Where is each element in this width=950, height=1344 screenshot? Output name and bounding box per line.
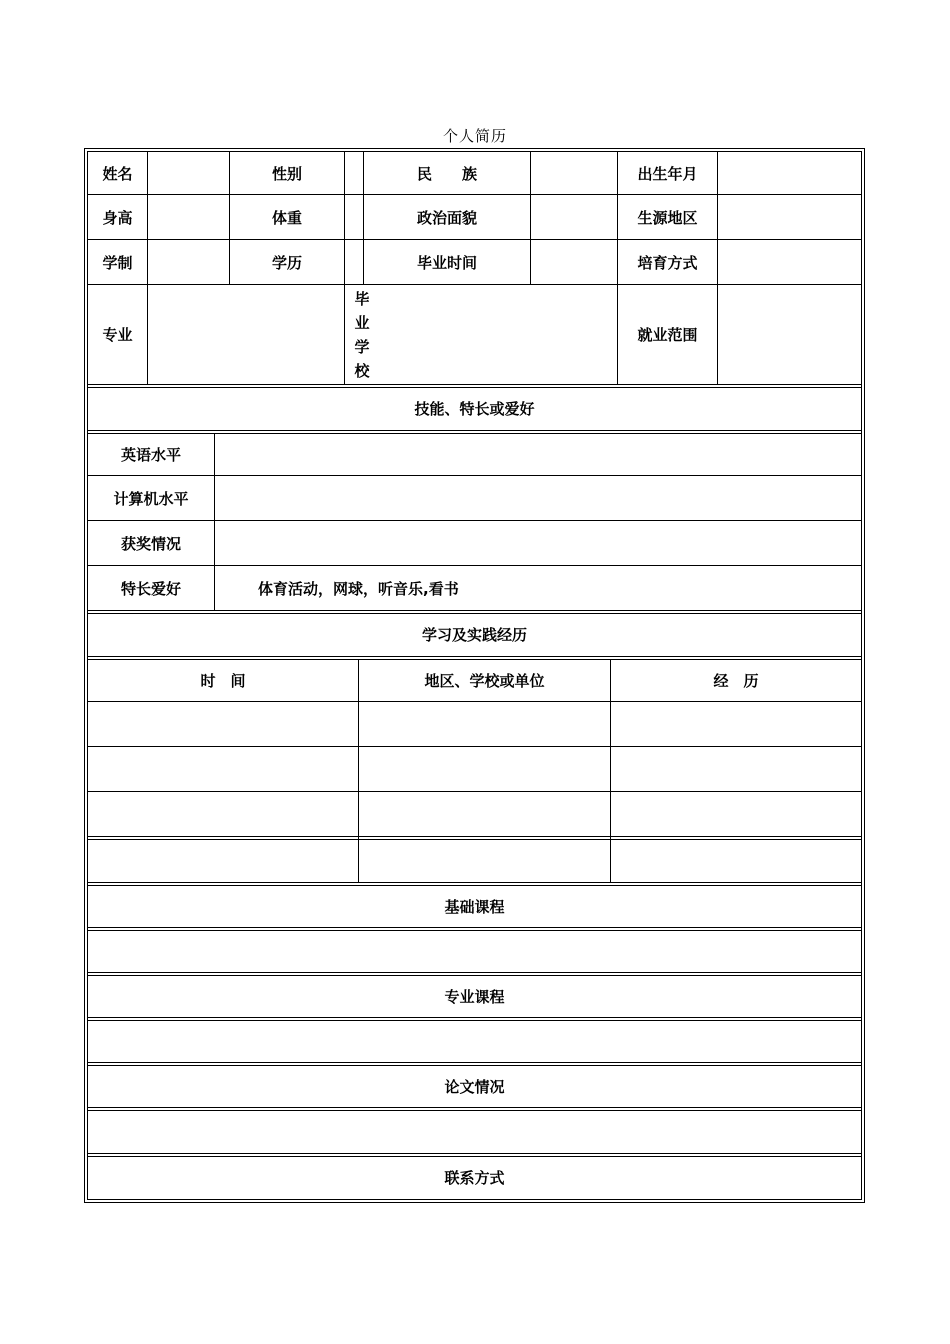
label-awards: 获奖情况: [120, 534, 181, 553]
label-school-char: 学: [354, 338, 370, 356]
label-school-char: 业: [354, 314, 370, 332]
divider: [87, 1107, 862, 1111]
label-weight: 体重: [271, 208, 302, 227]
divider: [530, 151, 531, 285]
label-major: 专业: [102, 326, 133, 344]
section-experience-header: 学习及实践经历: [421, 626, 527, 644]
label-school-char: 毕: [354, 290, 370, 308]
section-major-courses: 专业课程: [444, 987, 505, 1006]
divider: [87, 746, 862, 747]
label-hobbies: 特长爱好: [120, 579, 181, 598]
label-employment: 就业范围: [637, 326, 698, 344]
divider: [344, 151, 345, 385]
label-gender: 性别: [271, 164, 302, 183]
label-training: 培育方式: [637, 253, 698, 272]
divider: [87, 836, 862, 840]
label-english: 英语水平: [120, 445, 181, 464]
label-origin: 生源地区: [637, 208, 698, 227]
label-name: 姓名: [102, 164, 133, 183]
section-skills-header: 技能、特长或爱好: [414, 400, 535, 418]
divider: [214, 433, 215, 611]
label-schooling: 学制: [102, 253, 133, 272]
label-school: [352, 287, 372, 383]
divider: [87, 1017, 862, 1021]
label-degree: 学历: [271, 253, 302, 272]
field-name[interactable]: [148, 152, 229, 194]
label-ethnicity: 民 族: [416, 164, 477, 183]
divider: [717, 151, 718, 385]
divider: [87, 701, 862, 702]
divider: [87, 791, 862, 792]
label-height: 身高: [102, 208, 133, 227]
col-description: 经 历: [713, 671, 759, 690]
divider: [87, 1199, 862, 1200]
divider: [87, 284, 862, 285]
divider: [861, 151, 862, 1200]
label-school-char: 校: [354, 362, 370, 380]
section-thesis: 论文情况: [444, 1077, 505, 1096]
label-birth: 出生年月: [637, 164, 698, 183]
page-title: 个人简历: [442, 127, 507, 145]
divider: [87, 927, 862, 931]
col-time: 时 间: [200, 671, 246, 690]
section-contact: 联系方式: [444, 1169, 505, 1187]
col-place: 地区、学校或单位: [424, 671, 545, 690]
label-computer: 计算机水平: [113, 489, 189, 508]
value-hobbies: 体育活动，网球，听音乐,看书: [258, 579, 459, 598]
label-political: 政治面貌: [416, 208, 477, 227]
section-basic-courses: 基础课程: [444, 897, 505, 916]
label-grad-time: 毕业时间: [416, 253, 477, 272]
